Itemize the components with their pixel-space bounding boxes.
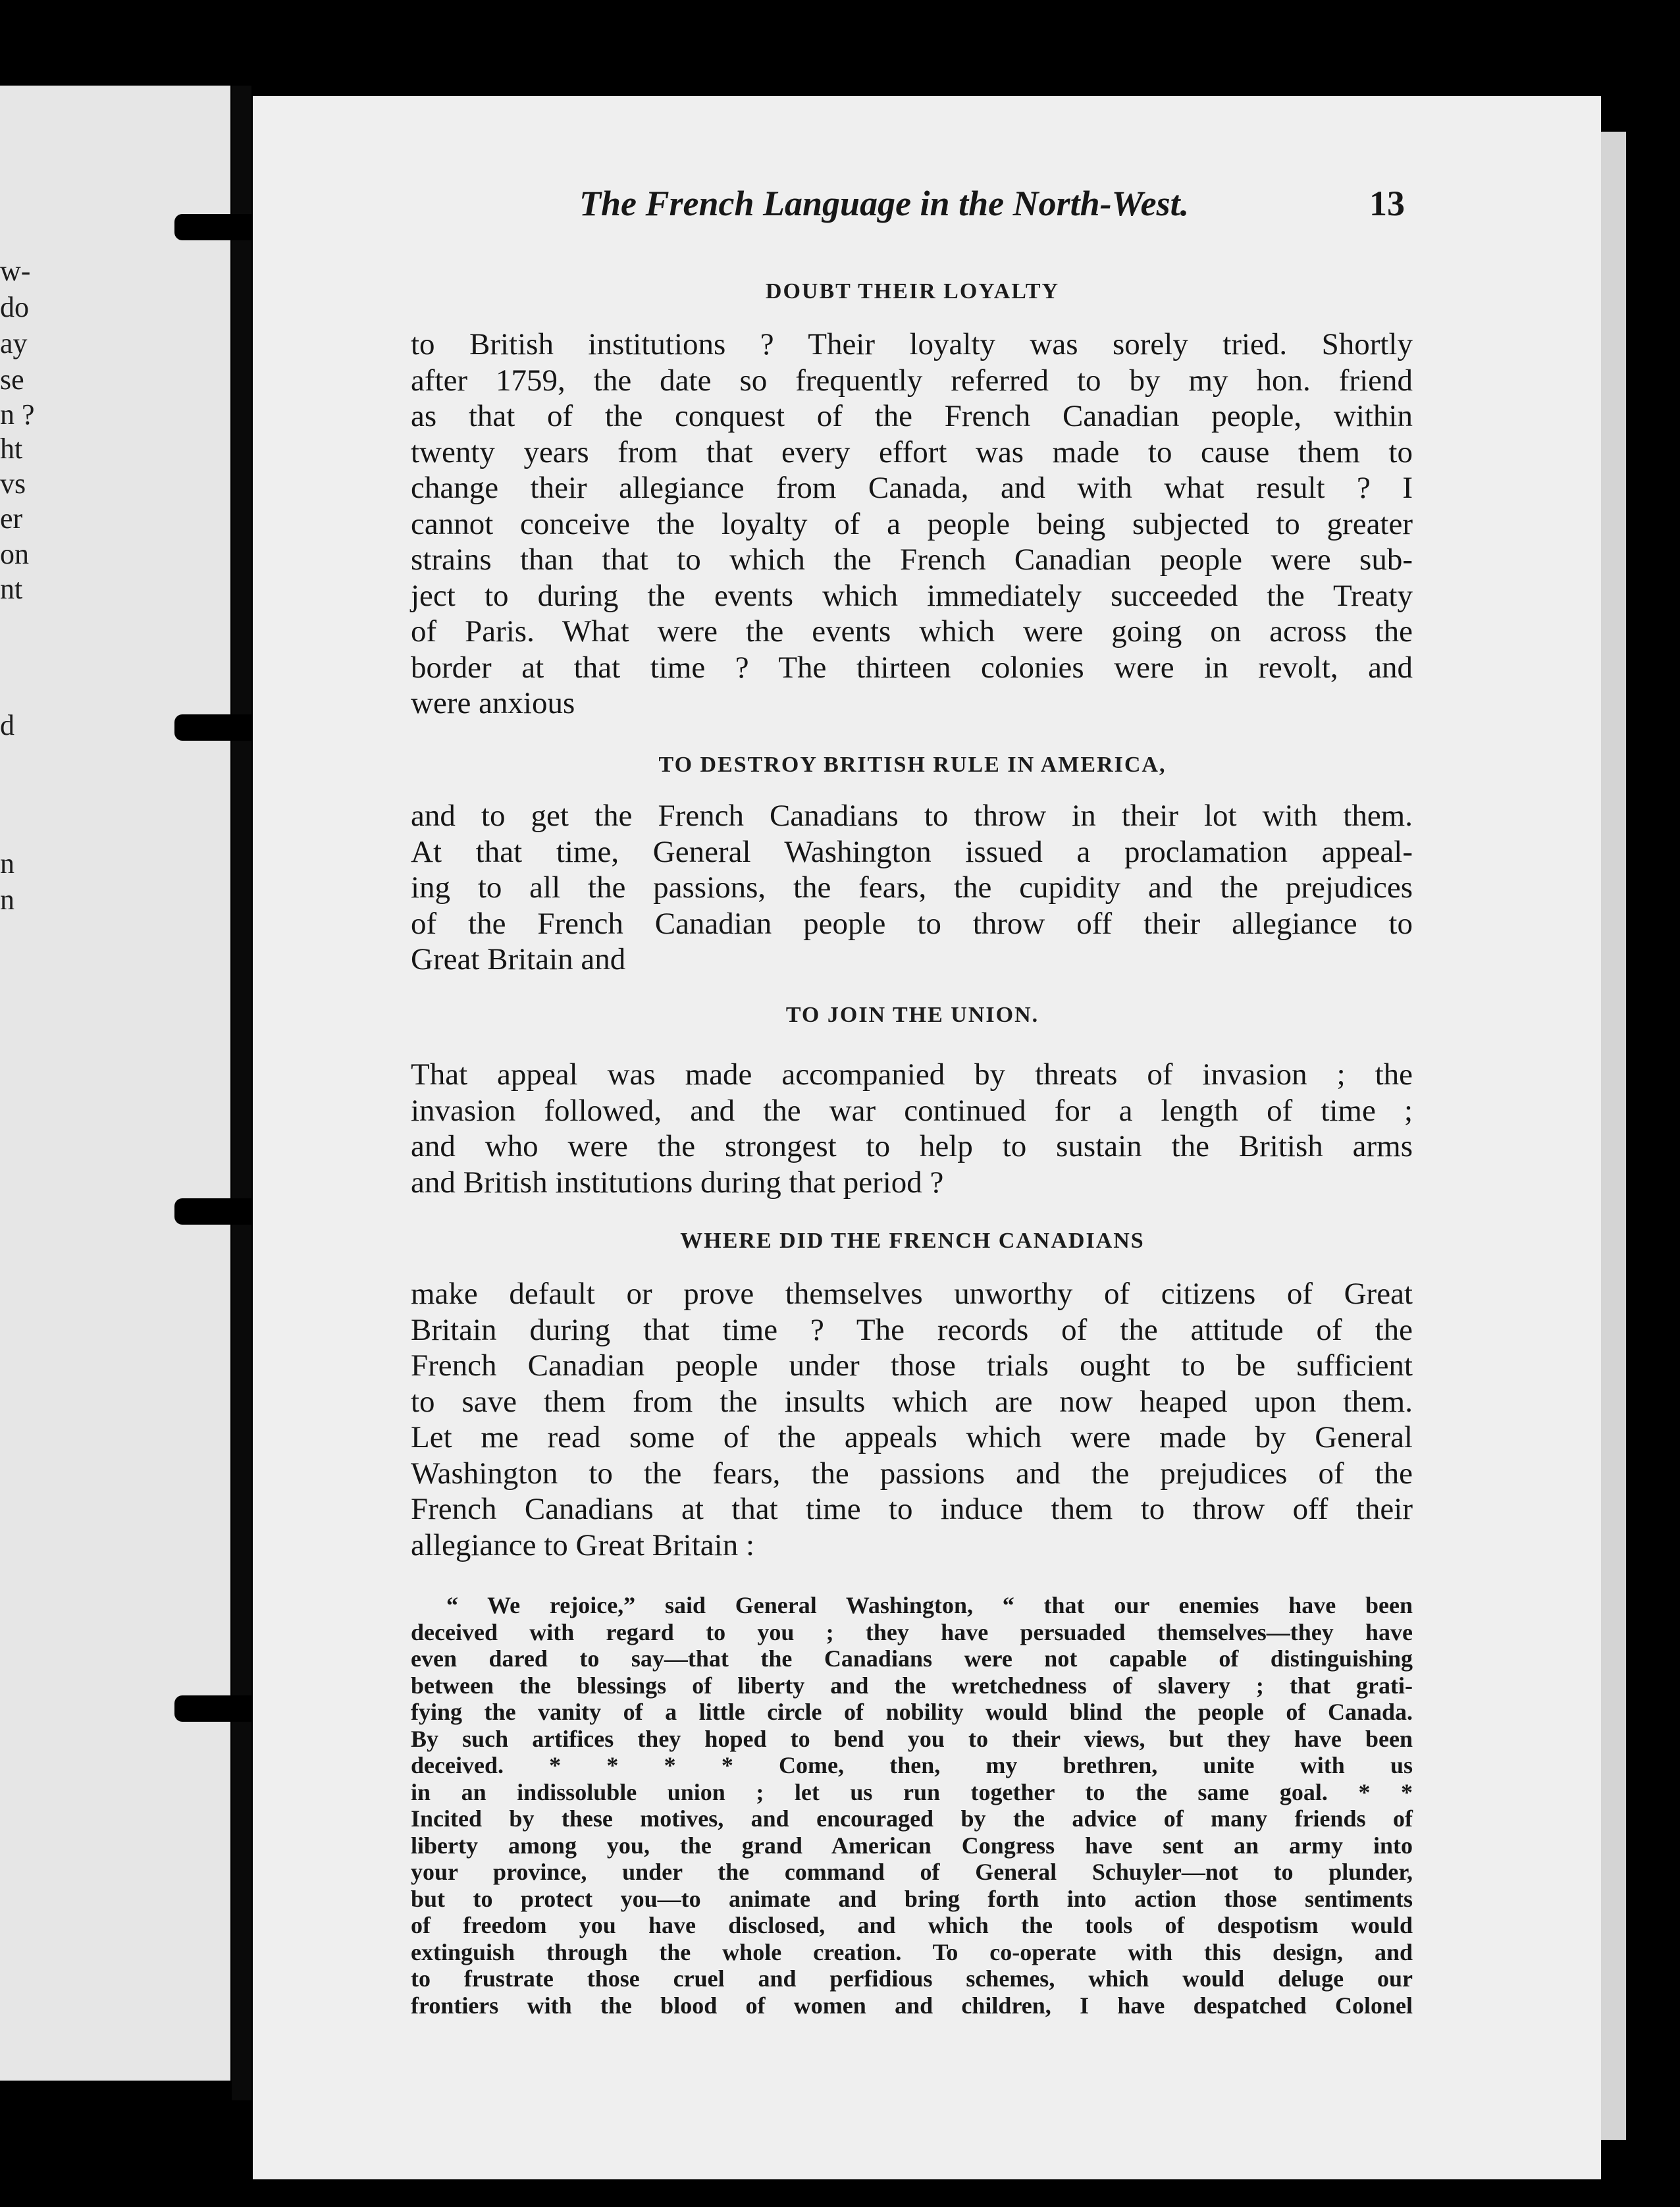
text-line: Let me read some of the appeals which were made by General <box>411 1420 1413 1454</box>
paragraph <box>411 327 1413 722</box>
quote-line: deceived with regard to you ; they have persuaded themselves—they have <box>411 1618 1413 1645</box>
quote-line: your province, under the command of General Schuyler—not to plunder, <box>411 1859 1413 1885</box>
section-heading: TO JOIN THE UNION. <box>785 1003 1039 1027</box>
margin-fragment: w- <box>0 255 31 287</box>
margin-fragment: er <box>0 502 23 535</box>
quote-line: frontiers with the blood of women and children, I have despatched Colonel <box>411 1992 1413 2019</box>
margin-fragment: on <box>0 538 29 570</box>
facing-page-text-fragments <box>0 86 53 2081</box>
quote-line: between the blessings of liberty and the wretchedness of slavery ; that grati- <box>411 1672 1413 1699</box>
paragraph <box>411 1276 1413 1563</box>
margin-fragment: d <box>0 709 14 741</box>
margin-fragment: nt <box>0 573 23 605</box>
section-heading: DOUBT THEIR LOYALTY <box>765 279 1060 304</box>
paragraph <box>411 798 1413 978</box>
facing-page <box>0 86 230 2081</box>
quote-line: “ We rejoice,” said General Washington, “ that our enemies have been <box>446 1592 1413 1618</box>
text-line: allegiance to Great Britain : <box>411 1528 755 1562</box>
book-binding <box>232 86 251 2100</box>
quote-line: Incited by these motives, and encouraged by the advice of many friends of <box>411 1805 1413 1832</box>
text-line: strains than that to which the French Canadian people were sub- <box>411 543 1413 577</box>
quote-line: extinguish through the whole creation. To co-operate with this design, and <box>411 1938 1413 1965</box>
page-number: 13 <box>1369 184 1405 223</box>
text-line: and British institutions during that period ? <box>411 1165 944 1200</box>
text-line: twenty years from that every effort was made to cause them to <box>411 435 1413 469</box>
quote-line: in an indissoluble union ; let us run together to the same goal. * * <box>411 1778 1413 1805</box>
text-line: French Canadians at that time to induce them to throw off their <box>411 1492 1413 1526</box>
text-line: change their allegiance from Canada, and with what result ? I <box>411 471 1413 505</box>
quote-line: but to protect you—to animate and bring forth into action those sentiments <box>411 1885 1413 1912</box>
text-line: cannot conceive the loyalty of a people being subjected to greater <box>411 506 1413 541</box>
margin-fragment: n ? <box>0 398 35 431</box>
section-heading: WHERE DID THE FRENCH CANADIANS <box>680 1229 1145 1253</box>
text-line: border at that time ? The thirteen colonies were in revolt, and <box>411 650 1413 685</box>
quote-line: of freedom you have disclosed, and which the tools of despotism would <box>411 1912 1413 1938</box>
text-line: of the French Canadian people to throw off their allegiance to <box>411 906 1413 941</box>
margin-fragment: n <box>0 847 14 880</box>
text-line: to British institutions ? Their loyalty was sorely tried. Shortly <box>411 327 1413 361</box>
quote-line: even dared to say—that the Canadians were not capable of distinguishing <box>411 1645 1413 1672</box>
quote-line: to frustrate those cruel and perfidious schemes, which would deluge our <box>411 1965 1413 1992</box>
section-heading: TO DESTROY BRITISH RULE IN AMERICA, <box>658 753 1167 777</box>
paragraph <box>411 1057 1413 1200</box>
text-line: to save them from the insults which are now heaped upon them. <box>411 1384 1413 1419</box>
margin-fragment: do <box>0 291 29 323</box>
margin-fragment: n <box>0 884 14 916</box>
running-title: The French Language in the North-West. <box>579 184 1190 223</box>
text-line: were anxious <box>411 686 575 720</box>
text-line: as that of the conquest of the French Canadian people, within <box>411 399 1413 433</box>
text-line: after 1759, the date so frequently referred to by my hon. friend <box>411 363 1413 398</box>
quote-line: deceived. * * * * Come, then, my brethren, unite with us <box>411 1752 1413 1778</box>
quote-line: liberty among you, the grand American Congress have sent an army into <box>411 1832 1413 1859</box>
text-line: At that time, General Washington issued a proclamation appeal- <box>411 834 1413 869</box>
margin-fragment: ht <box>0 433 23 465</box>
text-line: Britain during that time ? The records of the attitude of the <box>411 1312 1413 1347</box>
text-line: ject to during the events which immediately succeeded the Treaty <box>411 578 1413 613</box>
text-line: French Canadian people under those trials ought to be sufficient <box>411 1348 1413 1383</box>
text-line: ing to all the passions, the fears, the cupidity and the prejudices <box>411 870 1413 905</box>
text-line: of Paris. What were the events which were going on across the <box>411 614 1413 649</box>
text-line: That appeal was made accompanied by threats of invasion ; the <box>411 1057 1413 1092</box>
margin-fragment: se <box>0 363 24 396</box>
text-line: Great Britain and <box>411 942 626 976</box>
text-line: invasion followed, and the war continued for a length of time ; <box>411 1093 1413 1128</box>
margin-fragment: ay <box>0 327 28 359</box>
margin-fragment: vs <box>0 467 26 500</box>
text-line: Washington to the fears, the passions and the prejudices of the <box>411 1456 1413 1491</box>
quote-line: By such artifices they hoped to bend you to their views, but they have been <box>411 1725 1413 1752</box>
text-line: and to get the French Canadians to throw in their lot with them. <box>411 799 1413 833</box>
block-quote <box>411 1592 1413 2019</box>
page-edge <box>1600 132 1626 2140</box>
text-line: and who were the strongest to help to sustain the British arms <box>411 1129 1413 1163</box>
text-line: make default or prove themselves unworthy of citizens of Great <box>411 1277 1413 1311</box>
quote-line: fying the vanity of a little circle of nobility would blind the people of Canada. <box>411 1699 1413 1725</box>
